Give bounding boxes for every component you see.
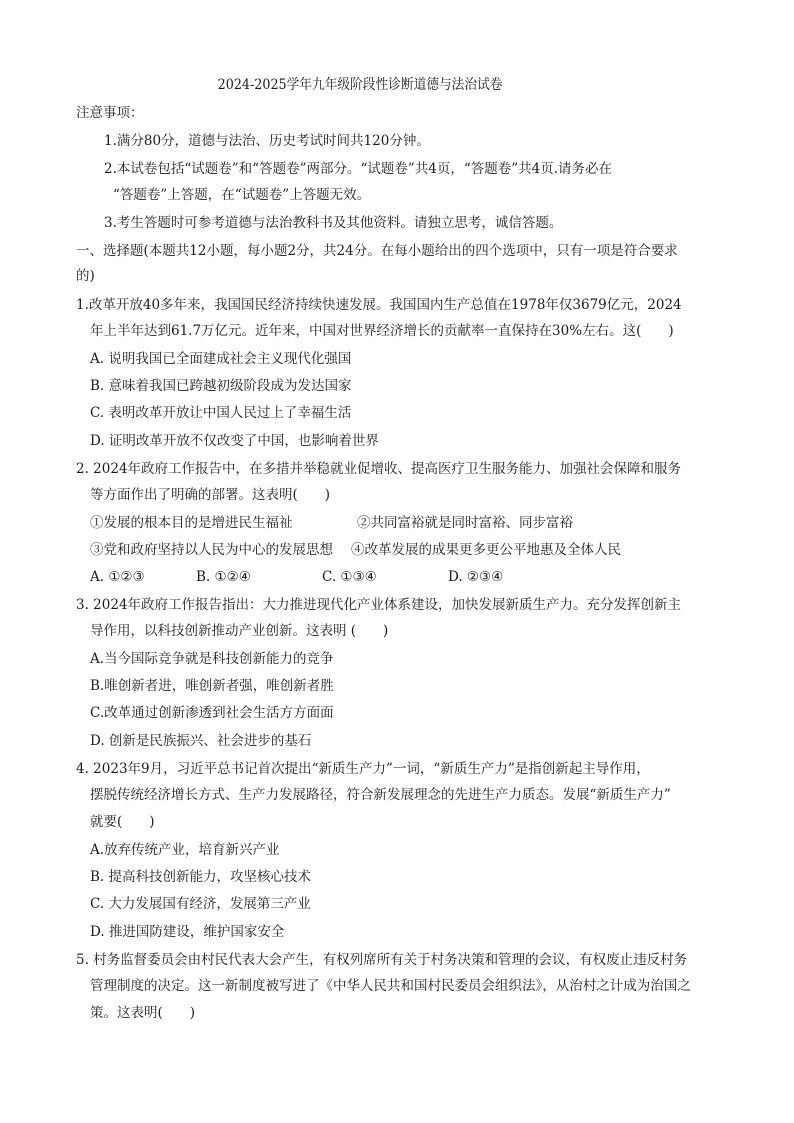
section-heading-line2: 的) — [76, 268, 95, 284]
notice-item-3: 3.考生答题时可参考道德与法治教科书及其他资料。请独立思考，诚信答题。 — [104, 215, 563, 231]
q2-stem-line2: 等方面作出了明确的部署。这表明( ) — [90, 487, 331, 503]
q2-statement-3: ③党和政府坚持以人民为中心的发展思想 — [90, 542, 333, 558]
q2-option-d[interactable]: D. ②③④ — [448, 569, 504, 585]
q4-stem-line3: 就要( ) — [90, 814, 155, 830]
q4-option-a[interactable]: A.放弃传统产业，培育新兴产业 — [90, 842, 280, 858]
q2-stem-line1: 2. 2024年政府工作报告中，在多措并举稳就业促增收、提高医疗卫生服务能力、加强社会保障和服务 — [76, 461, 682, 477]
page-title: 2024-2025学年九年级阶段性诊断道德与法治试卷 — [217, 77, 503, 93]
q1-stem-line1: 1.改革开放40多年来，我国国民经济持续快速发展。我国国内生产总值在1978年仅3679亿元，2024 — [76, 297, 682, 313]
q4-option-b[interactable]: B. 提高科技创新能力，攻坚核心技术 — [90, 869, 312, 885]
q4-option-d[interactable]: D. 推进国防建设，维护国家安全 — [90, 924, 285, 940]
q1-option-a[interactable]: A. 说明我国已全面建成社会主义现代化强国 — [90, 351, 352, 367]
q4-stem-line1: 4. 2023年9月，习近平总书记首次提出“新质生产力”一词，“新质生产力”是指创新起主导作用， — [76, 761, 650, 777]
notice-heading: 注意事项： — [76, 105, 144, 121]
q5-stem-line3: 策。这表明( ) — [90, 1005, 196, 1021]
q3-option-a[interactable]: A.当今国际竞争就是科技创新能力的竞争 — [90, 651, 334, 667]
q3-option-c[interactable]: C.改革通过创新渗透到社会生活方方面面 — [90, 705, 334, 721]
notice-item-1: 1.满分80分，道德与法治、历史考试时间共120分钟。 — [104, 133, 430, 149]
q2-option-b[interactable]: B. ①②④ — [196, 569, 251, 585]
q1-option-d[interactable]: D. 证明改革开放不仅改变了中国，也影响着世界 — [90, 433, 379, 449]
q3-option-d[interactable]: D. 创新是民族振兴、社会进步的基石 — [90, 733, 312, 749]
q2-statement-4: ④改革发展的成果更多更公平地惠及全体人民 — [351, 542, 621, 558]
notice-item-2-line2: “答题卷”上答题，在“试题卷”上答题无效。 — [113, 187, 371, 203]
q3-option-b[interactable]: B.唯创新者进，唯创新者强，唯创新者胜 — [90, 678, 334, 694]
q1-option-c[interactable]: C. 表明改革开放让中国人民过上了幸福生活 — [90, 405, 352, 421]
q3-stem-line2: 导作用，以科技创新推动产业创新。这表明 ( ) — [90, 623, 389, 639]
q4-stem-line2: 摆脱传统经济增长方式、生产力发展路径，符合新发展理念的先进生产力质态。发展“新质生产力” — [90, 787, 671, 803]
section-heading-line1: 一、选择题(本题共12小题，每小题2分，共24分。在每小题给出的四个选项中，只有一项是符合要求 — [76, 243, 678, 259]
q4-option-c[interactable]: C. 大力发展国有经济，发展第三产业 — [90, 896, 311, 912]
notice-item-2-line1: 2.本试卷包括“试题卷”和“答题卷”两部分。“试题卷”共4页，“答题卷”共4页.请务必在 — [104, 161, 613, 177]
q5-stem-line2: 管理制度的决定。这一新制度被写进了《中华人民共和国村民委员会组织法》，从治村之计成为治国之 — [90, 978, 691, 994]
q1-stem-line2: 年上半年达到61.7万亿元。近年来，中国对世界经济增长的贡献率一直保持在30%左右。这( ) — [90, 323, 674, 339]
q2-statement-2: ②共同富裕就是同时富裕、同步富裕 — [357, 515, 573, 531]
q2-option-a[interactable]: A. ①②③ — [90, 569, 145, 585]
q5-stem-line1: 5. 村务监督委员会由村民代表大会产生，有权列席所有关于村务决策和管理的会议，有权废止违反村务 — [76, 952, 688, 968]
q1-option-b[interactable]: B. 意味着我国已跨越初级阶段成为发达国家 — [90, 378, 352, 394]
q3-stem-line1: 3. 2024年政府工作报告指出：大力推进现代化产业体系建设，加快发展新质生产力。充分发挥创新主 — [76, 597, 682, 613]
q2-option-c[interactable]: C. ①③④ — [322, 569, 377, 585]
q2-statement-1: ①发展的根本目的是增进民生福祉 — [90, 515, 293, 531]
